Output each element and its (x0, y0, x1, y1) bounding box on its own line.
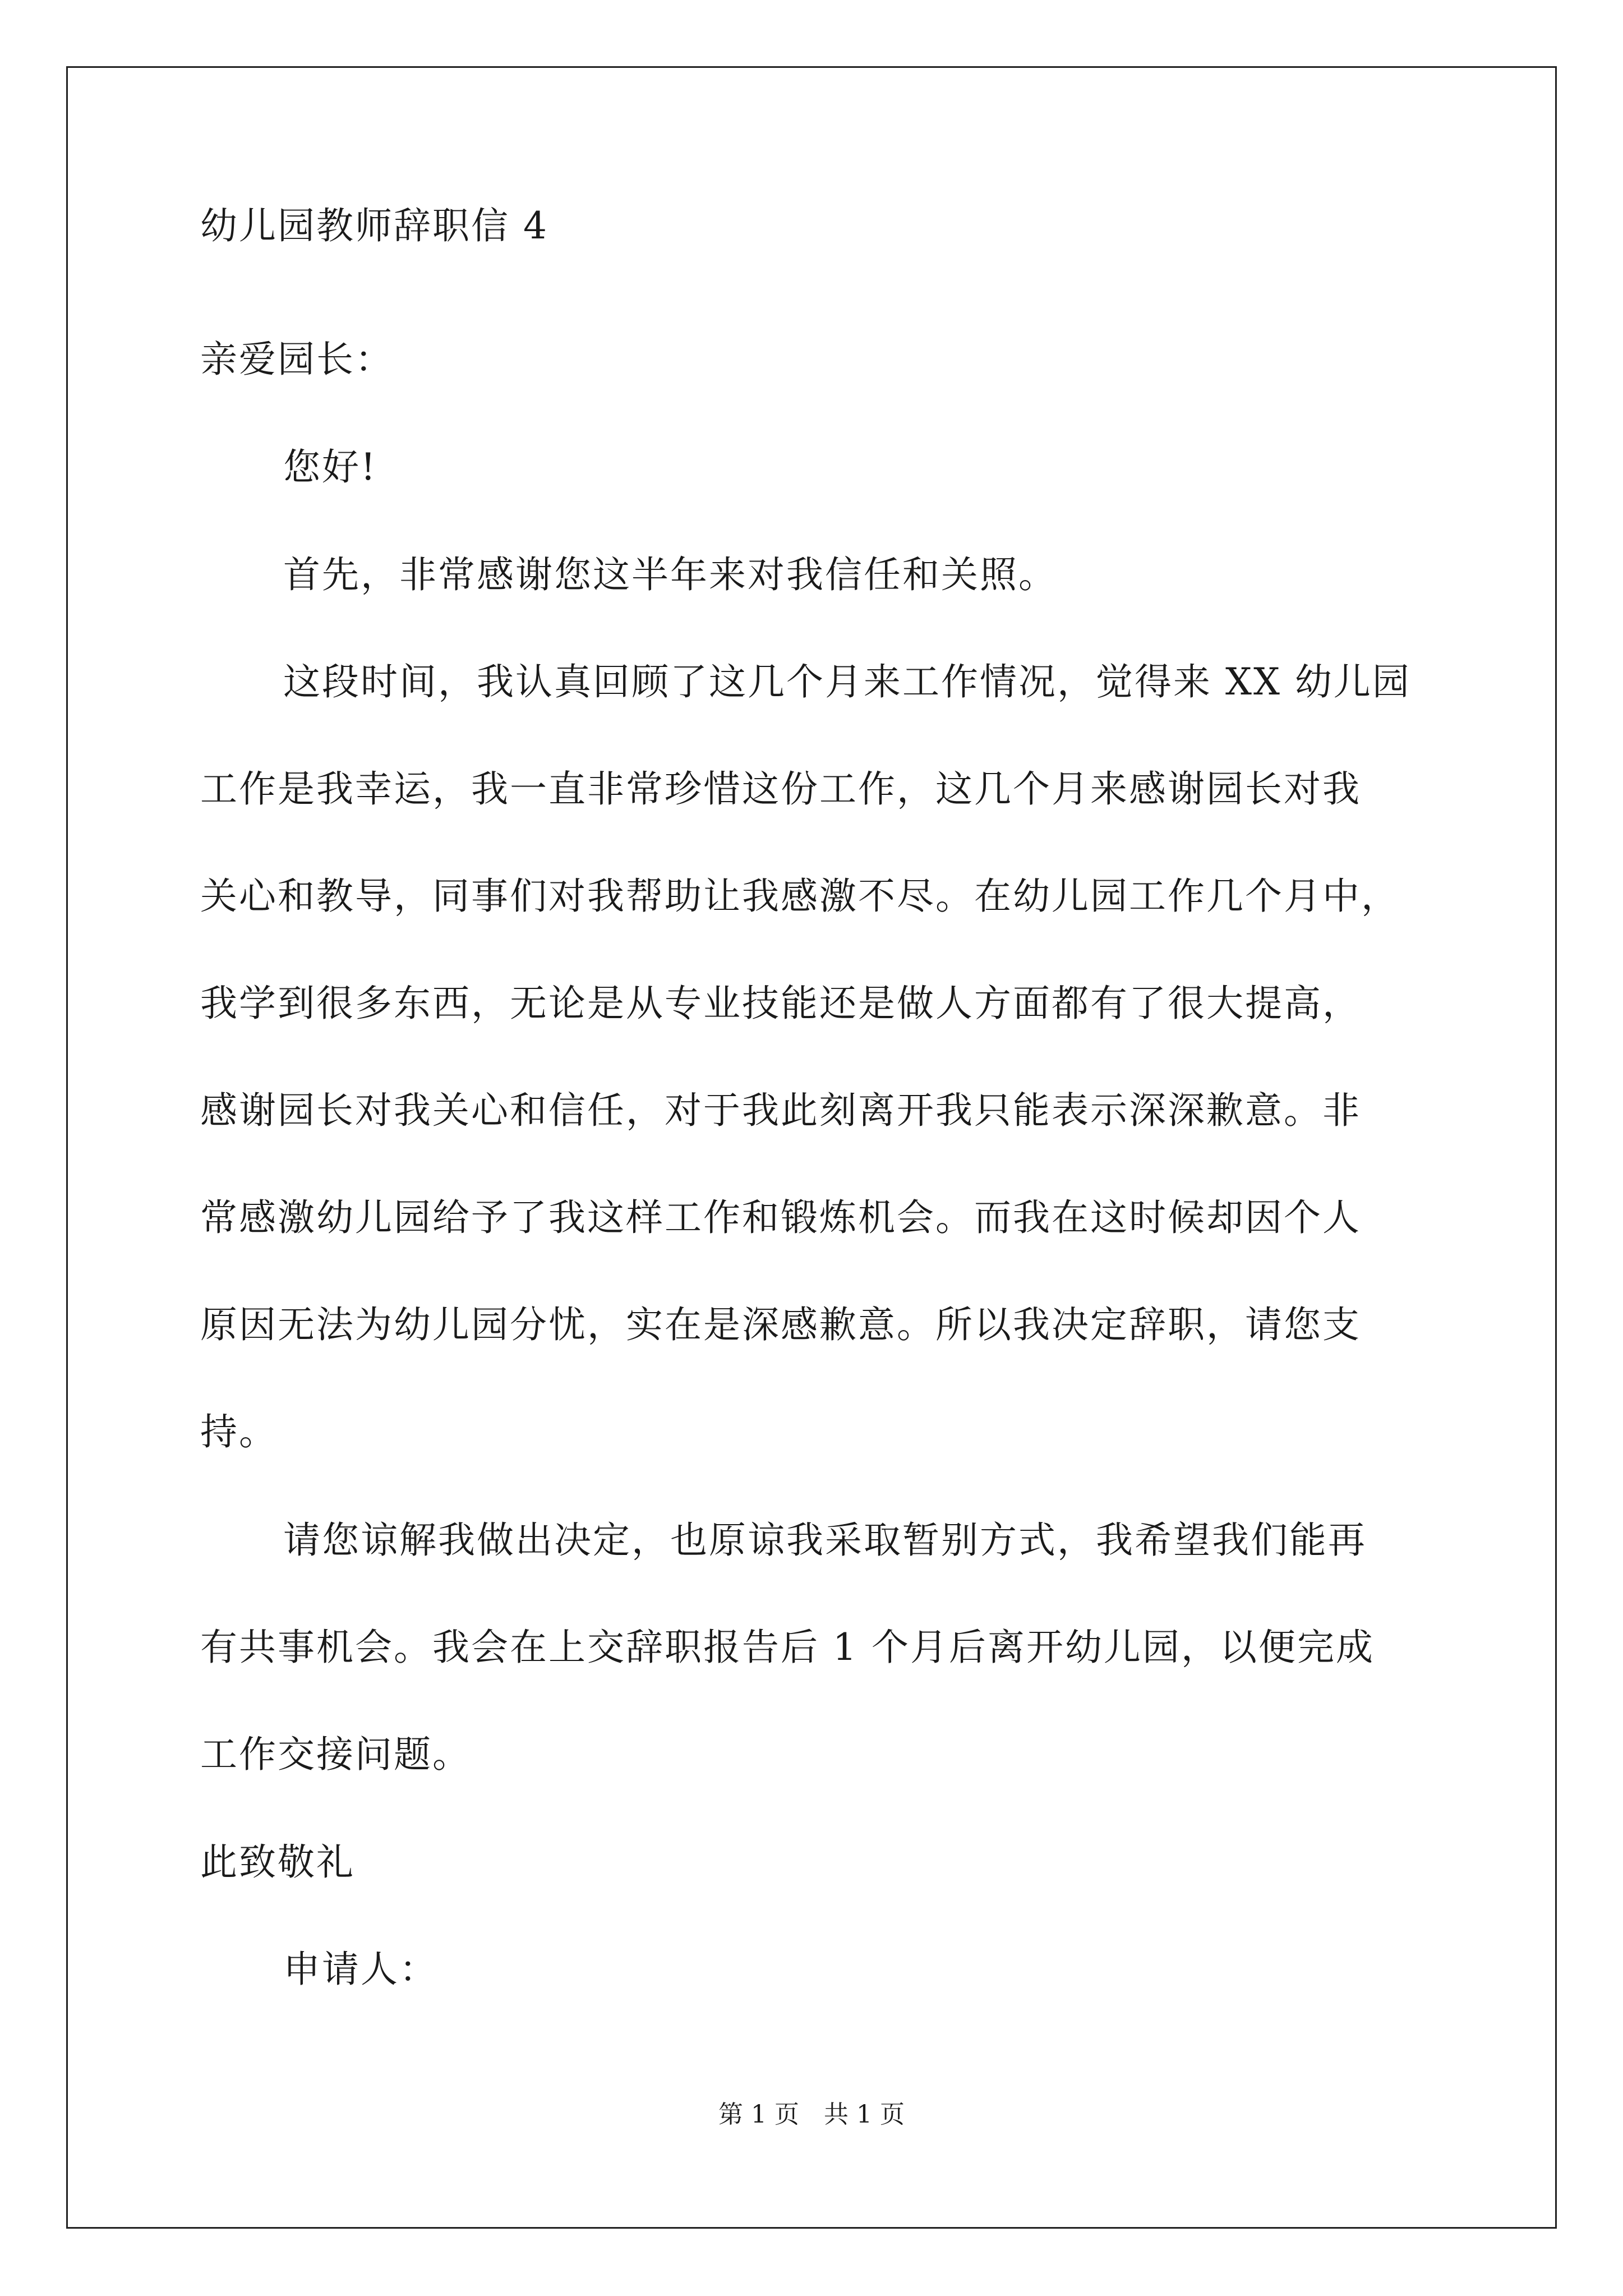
salutation: 亲爱园长： (200, 338, 394, 381)
page-border (66, 66, 1557, 2229)
page-number: 第 1 页 共 1 页 (718, 2100, 905, 2129)
paragraph-2-line: 原因无法为幼儿园分忧，实在是深感歉意。所以我决定辞职，请您支 (200, 1303, 1361, 1346)
paragraph-2-line: 关心和教导，同事们对我帮助让我感激不尽。在幼儿园工作几个月中， (200, 875, 1400, 918)
closing: 此致敬礼 (200, 1841, 355, 1884)
greeting: 您好! (283, 445, 377, 489)
paragraph-1: 首先，非常感谢您这半年来对我信任和关照。 (283, 553, 1057, 596)
paragraph-2-line: 这段时间，我认真回顾了这几个月来工作情况，觉得来 XX 幼儿园 (283, 660, 1411, 703)
paragraph-2-line: 持。 (200, 1410, 278, 1453)
paragraph-2-line: 我学到很多东西，无论是从专业技能还是做人方面都有了很大提高， (200, 982, 1361, 1025)
paragraph-2-line: 感谢园长对我关心和信任，对于我此刻离开我只能表示深深歉意。非 (200, 1089, 1361, 1132)
paragraph-3-line: 工作交接问题。 (200, 1733, 471, 1776)
paragraph-2-line: 常感激幼儿园给予了我这样工作和锻炼机会。而我在这时候却因个人 (200, 1196, 1361, 1239)
letter-title: 幼儿园教师辞职信 4 (200, 204, 548, 247)
signature-label: 申请人： (283, 1948, 438, 1991)
paragraph-3-line: 请您谅解我做出决定，也原谅我采取暂别方式，我希望我们能再 (283, 1519, 1367, 1562)
paragraph-2-line: 工作是我幸运，我一直非常珍惜这份工作，这几个月来感谢园长对我 (200, 767, 1361, 811)
paragraph-3-line: 有共事机会。我会在上交辞职报告后 1 个月后离开幼儿园，以便完成 (200, 1626, 1375, 1669)
